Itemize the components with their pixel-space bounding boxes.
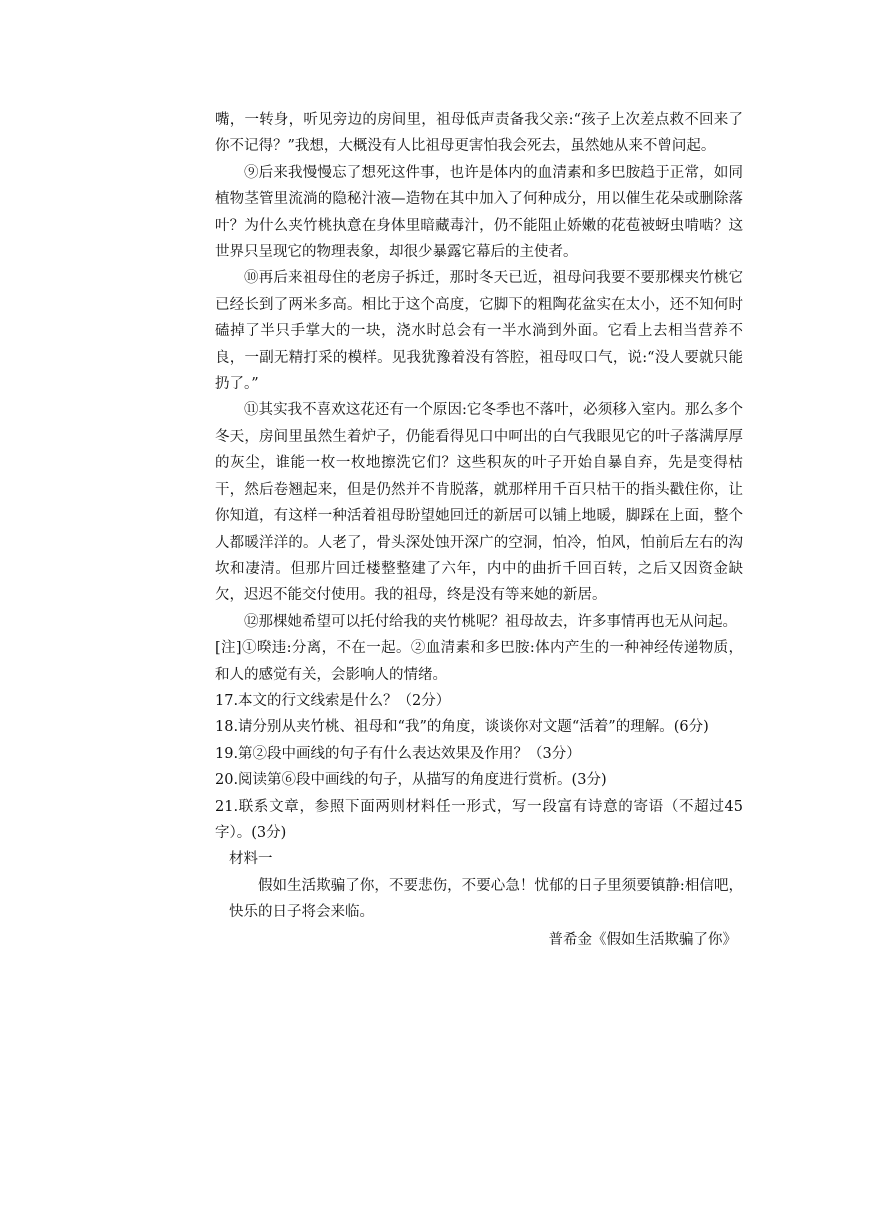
paragraph-10: ⑩再后来祖母住的老房子拆迁，那时冬天已近，祖母问我要不要那棵夹竹桃它已经长到了两米多高。相比于这个高度，它脚下的粗陶花盆实在太小，还不知何时磕掉了半只手掌大的一块，浇水时总会有一半水淌到外面。它看上去相当营养不良，一副无精打采的模样。见我犹豫着没有答腔，祖母叹口气，说:“没人要就只能扔了。” — [215, 270, 743, 393]
article-body — [215, 107, 743, 953]
question-17: 17.本文的行文线索是什么？（2分） — [215, 692, 451, 709]
question-18: 18.请分别从夹竹桃、祖母和“我”的角度，谈谈你对文题“活着”的理解。(6分) — [215, 719, 709, 736]
paragraph-11: ⑪其实我不喜欢这花还有一个原因:它冬季也不落叶，必须移入室内。那么多个冬天，房间里虽然生着炉子，仍能看得见口中呵出的白气我眼见它的叶子落满厚厚的灰尘，谁能一枚一枚地擦洗它们？这些积灰的叶子开始自暴自弃，先是变得枯干，然后卷翘起来，但是仍然并不肯脱落，就那样用千百只枯干的指头戳住你，让你知道，有这样一种活着祖母盼望她回迁的新居可以铺上地暖，脚踩在上面，整个人都暖洋洋的。人老了，骨头深处蚀开深广的空洞，怕冷，怕风，怕前后左右的沟坎和凄清。但那片回迁楼整整建了六年，内中的曲折千回百转，之后又因资金缺欠，迟迟不能交付使用。我的祖母，终是没有等来她的新居。 — [215, 402, 743, 604]
question-19: 19.第②段中画线的句子有什么表达效果及作用？（3分） — [215, 745, 581, 762]
footnote: [注]①暌违:分离，不在一起。②血清素和多巴胺:体内产生的一种神经传递物质，和人的感觉有关，会影响人的情绪。 — [215, 640, 743, 683]
paragraph-12: ⑫那棵她希望可以托付给我的夹竹桃呢？祖母故去，许多事情再也无从问起。 — [244, 613, 737, 630]
paragraph-continuation: 嘴，一转身，听见旁边的房间里，祖母低声责备我父亲:“孩子上次差点救不回来了你不记得？”我想，大概没有人比祖母更害怕我会死去，虽然她从来不曾问起。 — [215, 112, 743, 155]
question-20: 20.阅读第⑥段中画线的句子，从描写的角度进行赏析。(3分) — [215, 772, 607, 789]
question-21: 21.联系文章，参照下面两则材料任一形式，写一段富有诗意的寄语（不超过45字）。(3分) — [215, 798, 743, 841]
paragraph-9: ⑨后来我慢慢忘了想死这件事，也许是体内的血清素和多巴胺趋于正常，如同植物茎管里流淌的隐秘汁液—造物在其中加入了何种成分，用以催生花朵或删除落叶？为什么夹竹桃执意在身体里暗藏毒汁，仍不能阻止娇嫩的花苞被蚜虫啃啮？这世界只呈现它的物理表象，却很少暴露它幕后的主使者。 — [215, 164, 743, 261]
material-label: 材料一 — [229, 851, 273, 868]
material-source: 普希金《假如生活欺骗了你》 — [548, 931, 737, 948]
material-quote: 假如生活欺骗了你，不要悲伤，不要心急！忧郁的日子里须要镇静:相信吧，快乐的日子将会来临。 — [229, 877, 743, 921]
